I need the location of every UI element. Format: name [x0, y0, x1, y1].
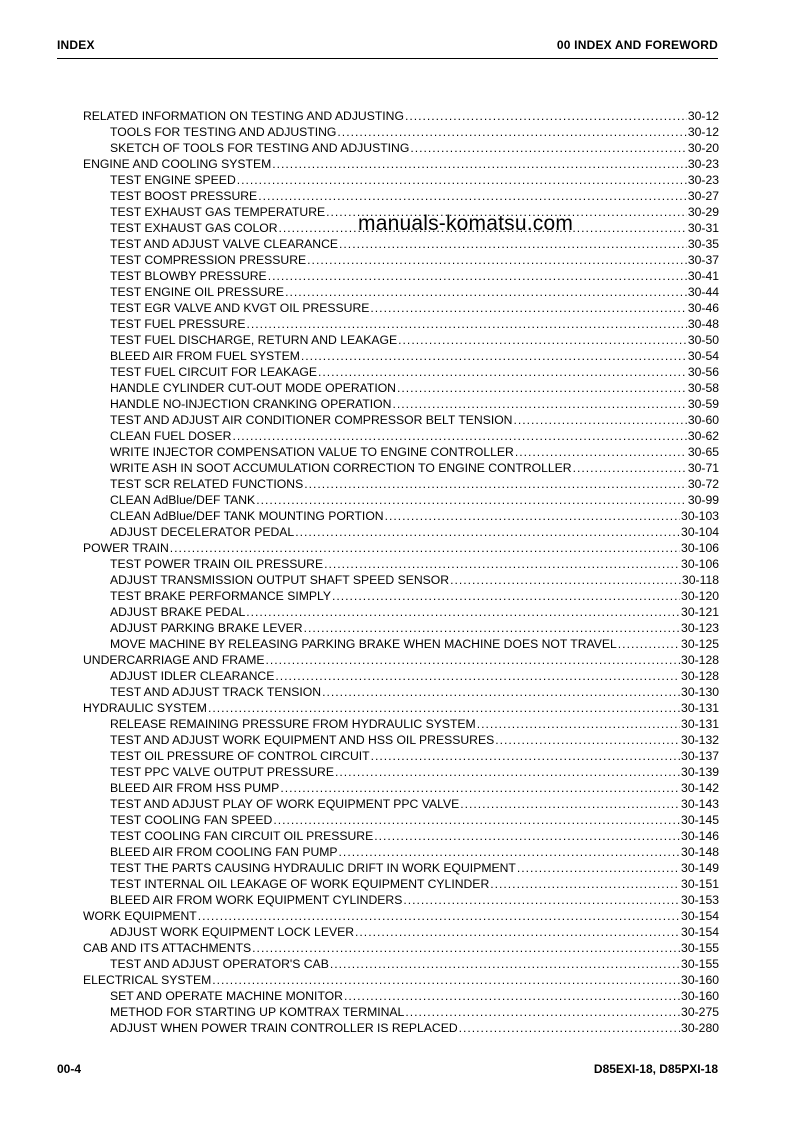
toc-entry-title: TEST EGR VALVE AND KVGT OIL PRESSURE [110, 301, 370, 315]
toc-subentry[interactable] [83, 924, 719, 940]
toc-section-entry[interactable] [83, 972, 719, 988]
toc-entry-title: TOOLS FOR TESTING AND ADJUSTING [110, 125, 337, 139]
toc-entry-page: 30-35 [687, 237, 719, 251]
toc-entry-title: UNDERCARRIAGE AND FRAME [83, 653, 265, 667]
toc-subentry[interactable] [83, 508, 719, 524]
toc-entry-page: 30-23 [687, 157, 719, 171]
toc-entry-title: HANDLE CYLINDER CUT-OUT MODE OPERATION [110, 381, 396, 395]
toc-subentry[interactable] [83, 748, 719, 764]
toc-entry-title: TEST COOLING FAN CIRCUIT OIL PRESSURE [110, 829, 374, 843]
dot-leader [273, 812, 680, 828]
toc-entry-title: ADJUST PARKING BRAKE LEVER [110, 621, 303, 635]
dot-leader [460, 796, 680, 812]
toc-entry-page: 30-20 [687, 141, 719, 155]
dot-leader [170, 540, 680, 556]
toc-entry-title: TEST AND ADJUST OPERATOR'S CAB [110, 957, 329, 971]
toc-entry-title: TEST THE PARTS CAUSING HYDRAULIC DRIFT IN WORK EQUIPMENT [110, 861, 516, 875]
dot-leader [371, 748, 680, 764]
toc-subentry[interactable] [83, 668, 719, 684]
toc-entry-page: 30-99 [687, 493, 719, 507]
toc-subentry[interactable] [83, 780, 719, 796]
toc-entry-title: MOVE MACHINE BY RELEASING PARKING BRAKE WHEN MACHINE DOES NOT TRAVEL [110, 637, 617, 651]
dot-leader [304, 476, 687, 492]
toc-entry-page: 30-12 [687, 125, 719, 139]
toc-subentry[interactable] [83, 124, 719, 140]
dot-leader [370, 300, 686, 316]
toc-entry-title: RELATED INFORMATION ON TESTING AND ADJUSTING [83, 109, 404, 123]
toc-entry-title: TEST FUEL CIRCUIT FOR LEAKAGE [110, 365, 318, 379]
toc-entry-page: 30-50 [687, 333, 719, 347]
toc-entry-page: 30-44 [687, 285, 719, 299]
dot-leader [304, 620, 680, 636]
toc-subentry[interactable] [83, 620, 719, 636]
toc-entry-title: WORK EQUIPMENT [83, 909, 197, 923]
toc-entry-page: 30-106 [681, 557, 719, 571]
toc-entry-page: 30-54 [687, 349, 719, 363]
toc-entry-title: CLEAN AdBlue/DEF TANK MOUNTING PORTION [110, 509, 384, 523]
toc-section-entry[interactable] [83, 540, 719, 556]
toc-section-entry[interactable] [83, 700, 719, 716]
toc-entry-page: 30-143 [681, 797, 719, 811]
dot-leader [355, 924, 680, 940]
toc-entry-title: TEST BLOWBY PRESSURE [110, 269, 267, 283]
toc-section-entry[interactable] [83, 108, 719, 124]
dot-leader [344, 988, 680, 1004]
dot-leader [397, 380, 687, 396]
dot-leader [339, 844, 681, 860]
toc-entry-title: TEST COMPRESSION PRESSURE [110, 253, 307, 267]
toc-subentry[interactable] [83, 300, 719, 316]
dot-leader [246, 604, 680, 620]
toc-entry-title: TEST PPC VALVE OUTPUT PRESSURE [110, 765, 334, 779]
toc-entry-page: 30-48 [687, 317, 719, 331]
toc-subentry[interactable] [83, 860, 719, 876]
toc-entry-page: 30-59 [687, 397, 719, 411]
toc-subentry[interactable] [83, 956, 719, 972]
dot-leader [208, 700, 680, 716]
toc-entry-page: 30-121 [681, 605, 719, 619]
toc-entry-page: 30-60 [687, 413, 719, 427]
toc-entry-page: 30-160 [681, 989, 719, 1003]
toc-entry-title: WRITE ASH IN SOOT ACCUMULATION CORRECTION TO ENGINE CONTROLLER [110, 461, 572, 475]
toc-entry-page: 30-46 [687, 301, 719, 315]
toc-subentry[interactable] [83, 476, 719, 492]
dot-leader [374, 828, 680, 844]
toc-section-entry[interactable] [83, 940, 719, 956]
toc-entry-title: TEST FUEL PRESSURE [110, 317, 246, 331]
toc-entry-title: ADJUST BRAKE PEDAL [110, 605, 246, 619]
toc-entry-page: 30-132 [681, 733, 719, 747]
toc-entry-page: 30-31 [687, 221, 719, 235]
header-left-title: INDEX [57, 38, 95, 52]
dot-leader [322, 684, 680, 700]
toc-entry-page: 30-155 [681, 957, 719, 971]
toc-entry-page: 30-139 [681, 765, 719, 779]
dot-leader [405, 1004, 680, 1020]
toc-entry-page: 30-160 [681, 973, 719, 987]
toc-entry-title: ENGINE AND COOLING SYSTEM [83, 157, 272, 171]
page-header [57, 38, 718, 59]
toc-entry-title: ADJUST DECELERATOR PEDAL [110, 525, 295, 539]
toc-entry-page: 30-23 [687, 173, 719, 187]
toc-subentry[interactable] [83, 572, 719, 588]
dot-leader [517, 860, 680, 876]
toc-section-entry[interactable] [83, 908, 719, 924]
dot-leader [515, 444, 687, 460]
toc-entry-page: 30-103 [681, 509, 719, 523]
dot-leader [258, 188, 687, 204]
toc-entry-page: 30-146 [681, 829, 719, 843]
dot-leader [237, 172, 687, 188]
toc-subentry[interactable] [83, 588, 719, 604]
toc-entry-page: 30-128 [681, 653, 719, 667]
toc-entry-page: 30-118 [681, 573, 719, 587]
toc-entry-title: POWER TRAIN [83, 541, 169, 555]
toc-entry-page: 30-12 [687, 109, 719, 123]
dot-leader [385, 508, 680, 524]
toc-subentry[interactable] [83, 828, 719, 844]
toc-entry-title: SKETCH OF TOOLS FOR TESTING AND ADJUSTING [110, 141, 410, 155]
toc-entry-page: 30-29 [687, 205, 719, 219]
model-code: D85EXI-18, D85PXI-18 [593, 1062, 718, 1076]
toc-subentry[interactable] [83, 284, 719, 300]
dot-leader [324, 556, 680, 572]
toc-entry-page: 30-41 [687, 269, 719, 283]
toc-subentry[interactable] [83, 524, 719, 540]
toc-entry-title: WRITE INJECTOR COMPENSATION VALUE TO ENGINE CONTROLLER [110, 445, 514, 459]
watermark: manuals-komatsu.com [358, 212, 574, 235]
toc-entry-title: BLEED AIR FROM WORK EQUIPMENT CYLINDERS [110, 893, 403, 907]
toc-entry-title: BLEED AIR FROM COOLING FAN PUMP [110, 845, 338, 859]
toc-entry-title: TEST EXHAUST GAS TEMPERATURE [110, 205, 326, 219]
dot-leader [392, 396, 686, 412]
toc-subentry[interactable] [83, 444, 719, 460]
toc-section-entry[interactable] [83, 156, 719, 172]
toc-entry-title: ADJUST TRANSMISSION OUTPUT SHAFT SPEED SENSOR [110, 573, 450, 587]
toc-entry-page: 30-37 [687, 253, 719, 267]
dot-leader [398, 332, 687, 348]
toc-subentry[interactable] [83, 348, 719, 364]
toc-subentry[interactable] [83, 492, 719, 508]
toc-subentry[interactable] [83, 1020, 719, 1036]
toc-entry-page: 30-71 [687, 461, 719, 475]
toc-entry-page: 30-142 [681, 781, 719, 795]
table-of-contents [83, 108, 719, 1036]
toc-entry-page: 30-154 [681, 909, 719, 923]
toc-entry-page: 30-145 [681, 813, 719, 827]
toc-entry-page: 30-275 [681, 1005, 719, 1019]
toc-subentry[interactable] [83, 764, 719, 780]
toc-entry-page: 30-123 [681, 621, 719, 635]
toc-entry-page: 30-27 [687, 189, 719, 203]
toc-entry-title: CLEAN FUEL DOSER [110, 429, 232, 443]
toc-subentry[interactable] [83, 396, 719, 412]
toc-entry-page: 30-130 [681, 685, 719, 699]
toc-subentry[interactable] [83, 380, 719, 396]
toc-entry-title: TEST AND ADJUST TRACK TENSION [110, 685, 322, 699]
toc-entry-title: ADJUST WHEN POWER TRAIN CONTROLLER IS REPLACED [110, 1021, 458, 1035]
toc-entry-title: BLEED AIR FROM HSS PUMP [110, 781, 280, 795]
dot-leader [212, 972, 680, 988]
page-number: 00-4 [57, 1062, 82, 1076]
dot-leader [307, 252, 687, 268]
dot-leader [405, 108, 687, 124]
toc-subentry[interactable] [83, 636, 719, 652]
dot-leader [198, 908, 680, 924]
toc-entry-title: TEST INTERNAL OIL LEAKAGE OF WORK EQUIPMENT CYLINDER [110, 877, 490, 891]
dot-leader [335, 764, 680, 780]
dot-leader [330, 956, 680, 972]
toc-entry-title: TEST BRAKE PERFORMANCE SIMPLY [110, 589, 331, 603]
toc-entry-page: 30-154 [681, 925, 719, 939]
toc-subentry[interactable] [83, 556, 719, 572]
dot-leader [268, 268, 687, 284]
dot-leader [275, 668, 680, 684]
toc-entry-page: 30-137 [681, 749, 719, 763]
dot-leader [339, 236, 687, 252]
toc-entry-title: TEST AND ADJUST VALVE CLEARANCE [110, 237, 339, 251]
toc-entry-page: 30-128 [681, 669, 719, 683]
header-right-title: 00 INDEX AND FOREWORD [556, 38, 718, 52]
toc-entry-page: 30-148 [681, 845, 719, 859]
toc-entry-title: ADJUST WORK EQUIPMENT LOCK LEVER [110, 925, 355, 939]
toc-entry-title: HANDLE NO-INJECTION CRANKING OPERATION [110, 397, 392, 411]
toc-subentry[interactable] [83, 892, 719, 908]
dot-leader [265, 652, 680, 668]
dot-leader [232, 428, 686, 444]
toc-subentry[interactable] [83, 812, 719, 828]
toc-subentry[interactable] [83, 460, 719, 476]
dot-leader [618, 636, 680, 652]
dot-leader [495, 732, 680, 748]
dot-leader [285, 284, 687, 300]
toc-subentry[interactable] [83, 876, 719, 892]
dot-leader [459, 1020, 680, 1036]
toc-entry-title: TEST AND ADJUST AIR CONDITIONER COMPRESSOR BELT TENSION [110, 413, 513, 427]
dot-leader [332, 588, 680, 604]
toc-entry-page: 30-72 [687, 477, 719, 491]
dot-leader [490, 876, 680, 892]
toc-entry-page: 30-155 [681, 941, 719, 955]
dot-leader [337, 124, 686, 140]
dot-leader [450, 572, 681, 588]
toc-subentry[interactable] [83, 412, 719, 428]
toc-entry-title: CLEAN AdBlue/DEF TANK [110, 493, 256, 507]
dot-leader [477, 716, 680, 732]
toc-subentry[interactable] [83, 684, 719, 700]
page-footer [57, 1062, 718, 1078]
toc-entry-title: TEST AND ADJUST PLAY OF WORK EQUIPMENT PPC VALVE [110, 797, 460, 811]
dot-leader [410, 140, 687, 156]
toc-entry-title: TEST AND ADJUST WORK EQUIPMENT AND HSS OIL PRESSURES [110, 733, 495, 747]
toc-subentry[interactable] [83, 988, 719, 1004]
toc-entry-page: 30-58 [687, 381, 719, 395]
toc-subentry[interactable] [83, 716, 719, 732]
toc-entry-page: 30-104 [681, 525, 719, 539]
toc-entry-title: TEST ENGINE SPEED [110, 173, 236, 187]
toc-subentry[interactable] [83, 268, 719, 284]
dot-leader [318, 364, 687, 380]
toc-subentry[interactable] [83, 172, 719, 188]
toc-entry-title: ADJUST IDLER CLEARANCE [110, 669, 275, 683]
toc-entry-title: TEST FUEL DISCHARGE, RETURN AND LEAKAGE [110, 333, 398, 347]
toc-entry-page: 30-65 [687, 445, 719, 459]
toc-entry-page: 30-62 [687, 429, 719, 443]
toc-subentry[interactable] [83, 188, 719, 204]
dot-leader [403, 892, 680, 908]
toc-entry-title: TEST EXHAUST GAS COLOR [110, 221, 278, 235]
toc-entry-page: 30-131 [681, 701, 719, 715]
dot-leader [280, 780, 680, 796]
toc-entry-page: 30-151 [681, 877, 719, 891]
toc-subentry[interactable] [83, 796, 719, 812]
toc-entry-title: TEST OIL PRESSURE OF CONTROL CIRCUIT [110, 749, 370, 763]
toc-entry-title: CAB AND ITS ATTACHMENTS [83, 941, 252, 955]
dot-leader [573, 460, 687, 476]
dot-leader [301, 348, 687, 364]
toc-entry-title: TEST ENGINE OIL PRESSURE [110, 285, 285, 299]
toc-subentry[interactable] [83, 332, 719, 348]
toc-subentry[interactable] [83, 140, 719, 156]
toc-subentry[interactable] [83, 732, 719, 748]
toc-subentry[interactable] [83, 252, 719, 268]
toc-entry-page: 30-106 [681, 541, 719, 555]
toc-entry-page: 30-149 [681, 861, 719, 875]
toc-entry-title: SET AND OPERATE MACHINE MONITOR [110, 989, 343, 1003]
toc-entry-title: TEST POWER TRAIN OIL PRESSURE [110, 557, 324, 571]
toc-entry-title: TEST COOLING FAN SPEED [110, 813, 273, 827]
dot-leader [256, 492, 687, 508]
toc-entry-title: HYDRAULIC SYSTEM [83, 701, 207, 715]
toc-subentry[interactable] [83, 316, 719, 332]
toc-entry-page: 30-280 [681, 1021, 719, 1035]
dot-leader [295, 524, 680, 540]
toc-entry-title: BLEED AIR FROM FUEL SYSTEM [110, 349, 300, 363]
toc-entry-page: 30-153 [681, 893, 719, 907]
toc-subentry[interactable] [83, 1004, 719, 1020]
toc-subentry[interactable] [83, 844, 719, 860]
toc-entry-page: 30-56 [687, 365, 719, 379]
toc-section-entry[interactable] [83, 652, 719, 668]
toc-subentry[interactable] [83, 364, 719, 380]
toc-entry-title: ELECTRICAL SYSTEM [83, 973, 212, 987]
dot-leader [514, 412, 687, 428]
toc-entry-title: TEST BOOST PRESSURE [110, 189, 258, 203]
toc-entry-page: 30-125 [681, 637, 719, 651]
toc-entry-page: 30-120 [681, 589, 719, 603]
dot-leader [252, 940, 680, 956]
dot-leader [246, 316, 686, 332]
toc-entry-title: TEST SCR RELATED FUNCTIONS [110, 477, 304, 491]
dot-leader [272, 156, 687, 172]
toc-entry-page: 30-131 [681, 717, 719, 731]
toc-entry-title: METHOD FOR STARTING UP KOMTRAX TERMINAL [110, 1005, 405, 1019]
toc-entry-title: RELEASE REMAINING PRESSURE FROM HYDRAULIC SYSTEM [110, 717, 476, 731]
toc-subentry[interactable] [83, 236, 719, 252]
toc-subentry[interactable] [83, 604, 719, 620]
toc-subentry[interactable] [83, 428, 719, 444]
